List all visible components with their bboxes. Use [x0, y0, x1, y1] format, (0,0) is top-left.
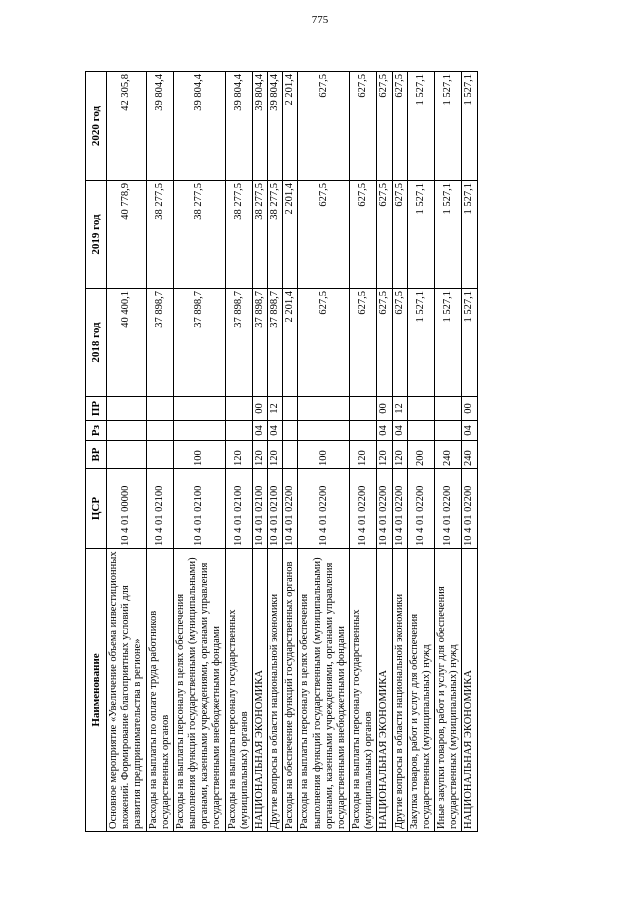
cell-y2018: 1 527,1: [407, 289, 434, 397]
cell-name: Расходы на выплаты персоналу в целях обеспечения выполнения функций государственными (муниципальными) органами, казенными учреждениями, органами управления государственными внебюджетными фондами: [173, 549, 225, 832]
cell-rz: [298, 421, 350, 441]
cell-y2018: 1 527,1: [435, 289, 462, 397]
cell-pr: 00: [377, 397, 392, 421]
cell-csr: 10 4 01 02200: [283, 469, 298, 549]
cell-vr: 100: [298, 441, 350, 469]
rotated-table-container: [85, 72, 563, 832]
table-row: [377, 72, 392, 832]
cell-vr: 120: [392, 441, 407, 469]
cell-vr: [107, 441, 147, 469]
cell-name: Расходы на обеспечение функций государственных органов: [283, 549, 298, 832]
cell-y2019: 627,5: [377, 181, 392, 289]
cell-y2018: 627,5: [392, 289, 407, 397]
cell-y2019: 627,5: [392, 181, 407, 289]
cell-y2019: 38 277,5: [252, 181, 267, 289]
cell-pr: [146, 397, 173, 421]
header-2020: 2020 год: [86, 72, 107, 181]
cell-rz: 04: [462, 421, 477, 441]
cell-rz: [435, 421, 462, 441]
cell-y2018: 37 898,7: [252, 289, 267, 397]
cell-y2020: 39 804,4: [225, 72, 252, 181]
budget-table: [85, 71, 478, 832]
cell-y2019: 40 778,9: [107, 181, 147, 289]
cell-vr: 240: [435, 441, 462, 469]
table-row: [283, 72, 298, 832]
table-row: [268, 72, 283, 832]
cell-csr: 10 4 01 02100: [173, 469, 225, 549]
cell-csr: 10 4 01 02200: [392, 469, 407, 549]
table-row: [298, 72, 350, 832]
table-row: [435, 72, 462, 832]
cell-name: Закупка товаров, работ и услуг для обеспечения государственных (муниципальных) нужд: [407, 549, 434, 832]
table-row: [225, 72, 252, 832]
cell-y2018: 37 898,7: [268, 289, 283, 397]
cell-vr: 120: [377, 441, 392, 469]
table-header-row: [86, 72, 107, 832]
cell-name: Другие вопросы в области национальной экономики: [268, 549, 283, 832]
cell-rz: [107, 421, 147, 441]
cell-vr: 120: [225, 441, 252, 469]
cell-y2019: 2 201,4: [283, 181, 298, 289]
cell-y2018: 37 898,7: [173, 289, 225, 397]
table-row: [350, 72, 377, 832]
cell-vr: 120: [268, 441, 283, 469]
cell-name: Другие вопросы в области национальной экономики: [392, 549, 407, 832]
cell-y2020: 1 527,1: [435, 72, 462, 181]
cell-name: Иные закупки товаров, работ и услуг для обеспечения государственных (муниципальных) нужд: [435, 549, 462, 832]
cell-rz: 04: [392, 421, 407, 441]
cell-y2019: 38 277,5: [225, 181, 252, 289]
cell-pr: [350, 397, 377, 421]
cell-csr: 10 4 01 02200: [435, 469, 462, 549]
cell-y2020: 1 527,1: [407, 72, 434, 181]
cell-csr: 10 4 01 00000: [107, 469, 147, 549]
cell-vr: 120: [252, 441, 267, 469]
cell-name: Расходы на выплаты по оплате труда работников государственных органов: [146, 549, 173, 832]
cell-pr: [107, 397, 147, 421]
cell-y2018: 627,5: [298, 289, 350, 397]
cell-y2019: 1 527,1: [435, 181, 462, 289]
cell-y2019: 38 277,5: [173, 181, 225, 289]
cell-y2020: 627,5: [377, 72, 392, 181]
cell-rz: [350, 421, 377, 441]
cell-rz: [146, 421, 173, 441]
cell-pr: [283, 397, 298, 421]
header-2018: 2018 год: [86, 289, 107, 397]
header-vr: ВР: [86, 441, 107, 469]
cell-rz: 04: [268, 421, 283, 441]
cell-csr: 10 4 01 02200: [377, 469, 392, 549]
cell-pr: [298, 397, 350, 421]
cell-y2020: 627,5: [392, 72, 407, 181]
cell-pr: [225, 397, 252, 421]
cell-vr: 200: [407, 441, 434, 469]
cell-y2018: 627,5: [377, 289, 392, 397]
header-pr: ПР: [86, 397, 107, 421]
cell-rz: 04: [377, 421, 392, 441]
cell-y2020: 39 804,4: [252, 72, 267, 181]
page-number: 775: [311, 14, 329, 26]
cell-csr: 10 4 01 02100: [225, 469, 252, 549]
cell-vr: [146, 441, 173, 469]
cell-pr: 00: [252, 397, 267, 421]
cell-y2020: 39 804,4: [268, 72, 283, 181]
cell-name: НАЦИОНАЛЬНАЯ ЭКОНОМИКА: [377, 549, 392, 832]
header-2019: 2019 год: [86, 181, 107, 289]
cell-y2018: 37 898,7: [146, 289, 173, 397]
table-row: [407, 72, 434, 832]
cell-y2020: 1 527,1: [462, 72, 477, 181]
cell-csr: 10 4 01 02200: [407, 469, 434, 549]
cell-y2018: 2 201,4: [283, 289, 298, 397]
cell-y2020: 2 201,4: [283, 72, 298, 181]
cell-y2018: 627,5: [350, 289, 377, 397]
cell-csr: 10 4 01 02100: [268, 469, 283, 549]
cell-csr: 10 4 01 02200: [462, 469, 477, 549]
table-row: [107, 72, 147, 832]
header-csr: ЦСР: [86, 469, 107, 549]
cell-y2019: 38 277,5: [146, 181, 173, 289]
cell-csr: 10 4 01 02100: [252, 469, 267, 549]
cell-name: Расходы на выплаты персоналу государственных (муниципальных) органов: [225, 549, 252, 832]
cell-csr: 10 4 01 02200: [298, 469, 350, 549]
cell-y2019: 627,5: [350, 181, 377, 289]
cell-vr: [283, 441, 298, 469]
cell-pr: [407, 397, 434, 421]
cell-y2020: 39 804,4: [146, 72, 173, 181]
cell-rz: [283, 421, 298, 441]
table-body: [107, 72, 478, 832]
cell-rz: [407, 421, 434, 441]
table-row: [173, 72, 225, 832]
cell-y2018: 1 527,1: [462, 289, 477, 397]
cell-y2018: 40 400,1: [107, 289, 147, 397]
cell-csr: 10 4 01 02100: [146, 469, 173, 549]
header-rz: Рз: [86, 421, 107, 441]
cell-y2019: 1 527,1: [407, 181, 434, 289]
cell-y2020: 627,5: [350, 72, 377, 181]
cell-vr: 240: [462, 441, 477, 469]
cell-csr: 10 4 01 02200: [350, 469, 377, 549]
cell-name: Расходы на выплаты персоналу государственных (муниципальных) органов: [350, 549, 377, 832]
cell-vr: 120: [350, 441, 377, 469]
table-row: [462, 72, 477, 832]
cell-pr: [173, 397, 225, 421]
cell-rz: [225, 421, 252, 441]
cell-name: НАЦИОНАЛЬНАЯ ЭКОНОМИКА: [252, 549, 267, 832]
cell-y2018: 37 898,7: [225, 289, 252, 397]
cell-name: НАЦИОНАЛЬНАЯ ЭКОНОМИКА: [462, 549, 477, 832]
cell-pr: 12: [392, 397, 407, 421]
table-row: [392, 72, 407, 832]
cell-y2019: 1 527,1: [462, 181, 477, 289]
table-row: [252, 72, 267, 832]
table-row: [146, 72, 173, 832]
cell-pr: 12: [268, 397, 283, 421]
cell-name: Основное мероприятие «Увеличение объема инвестиционных вложений. Формирование благоприятных условий для развития предпринимательства в регионе»: [107, 549, 147, 832]
cell-rz: [173, 421, 225, 441]
cell-y2020: 627,5: [298, 72, 350, 181]
cell-y2020: 39 804,4: [173, 72, 225, 181]
cell-y2019: 38 277,5: [268, 181, 283, 289]
cell-y2019: 627,5: [298, 181, 350, 289]
cell-pr: 00: [462, 397, 477, 421]
cell-rz: 04: [252, 421, 267, 441]
cell-y2020: 42 305,8: [107, 72, 147, 181]
cell-name: Расходы на выплаты персоналу в целях обеспечения выполнения функций государственными (муниципальными) органами, казенными учреждениями, органами управления государственными внебюджетными фондами: [298, 549, 350, 832]
header-name: Наименование: [86, 549, 107, 832]
cell-vr: 100: [173, 441, 225, 469]
cell-pr: [435, 397, 462, 421]
